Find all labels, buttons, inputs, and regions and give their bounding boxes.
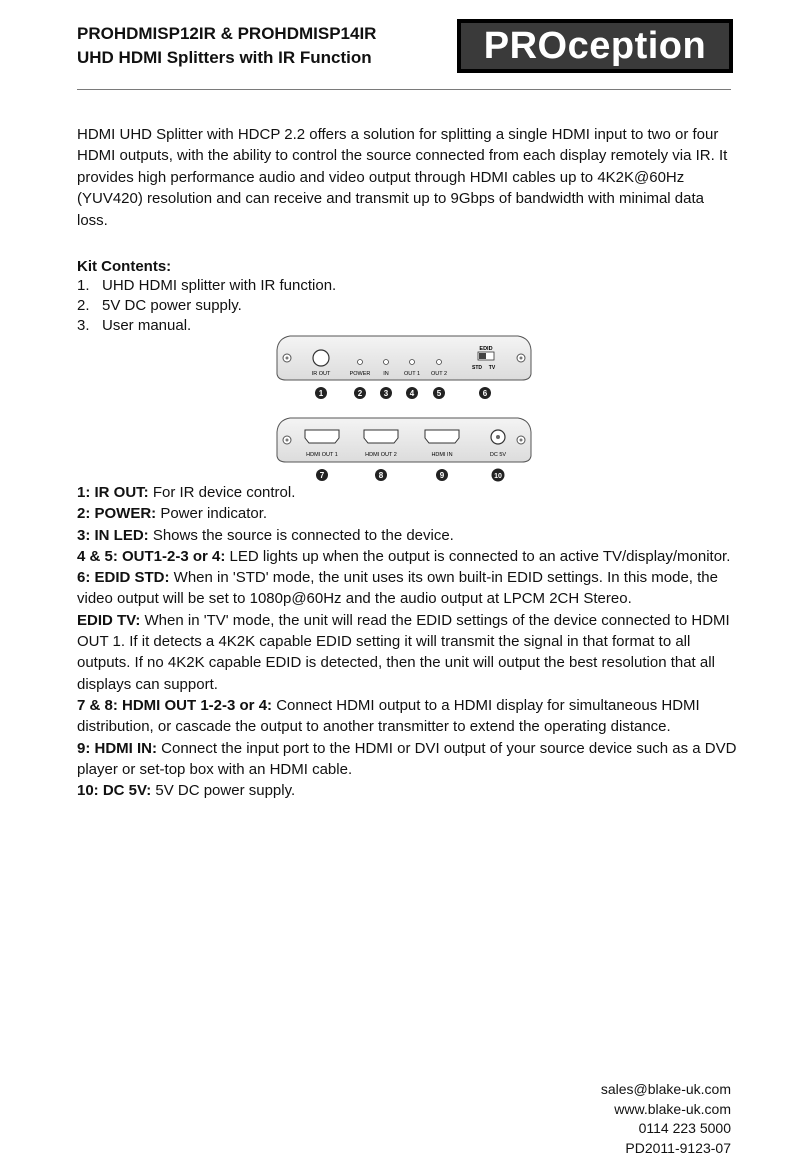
contact-footer	[601, 1080, 731, 1158]
intro-paragraph: HDMI UHD Splitter with HDCP 2.2 offers a solution for splitting a single HDMI input to two or four HDMI outputs, with the ability to control the source connected from each display remotely via IR. It provides high performance audio and video output through HDMI cables up to 4K2K@60Hz (YUV420) resolution and can receive and transmit up to 9Gbps of bandwidth with minimal data loss.	[77, 126, 728, 229]
hdmi-out-2-port	[364, 430, 398, 443]
description-item: 9: HDMI IN: Connect the input port to the HDMI or DVI output of your source device such as a DVD player or set-top box with an HDMI cable.	[77, 739, 737, 778]
footer-doc-code: PD2011-9123-07	[625, 1139, 731, 1156]
description-item: 1: IR OUT: For IR device control.	[77, 484, 296, 501]
callout-number: 3	[383, 389, 389, 398]
power-led	[358, 360, 363, 365]
document-title	[77, 22, 376, 70]
back-label: HDMI OUT 1	[306, 452, 338, 458]
footer-phone: 0114 223 5000	[638, 1120, 731, 1136]
description-item: 4 & 5: OUT1-2-3 or 4: LED lights up when the output is connected to an active TV/display/monitor.	[77, 547, 731, 565]
front-callouts	[315, 387, 491, 399]
proception-logo	[457, 19, 733, 73]
out2-led	[437, 360, 442, 365]
list-item: 3. User manual.	[77, 317, 192, 334]
description-item: 6: EDID STD: When in 'STD' mode, the unit uses its own built-in EDID settings. In this mode, the video output will be set to 1080p@60Hz and the audio output at LPCM 2CH Stereo.	[77, 569, 718, 608]
footer-email: sales@blake-uk.com	[600, 1081, 731, 1097]
in-led	[384, 360, 389, 365]
back-callouts	[316, 469, 505, 482]
front-label: IN	[383, 371, 389, 377]
description-item: 7 & 8: HDMI OUT 1-2-3 or 4: Connect HDMI output to a HDMI display for simultaneous HDMI distribution, or cascade the output to another transmitter to extend the operating distance.	[77, 696, 700, 736]
device-panel-diagram	[272, 334, 536, 484]
callout-number: 2	[357, 389, 363, 398]
title-line-1: PROHDMISP12IR & PROHDMISP14IR	[77, 24, 377, 43]
logo-pro-text: PRO	[483, 25, 568, 67]
edid-tv-label: TV	[488, 365, 496, 371]
callout-number: 10	[494, 473, 502, 480]
description-item: 3: IN LED: Shows the source is connected to the device.	[77, 526, 454, 544]
front-label: POWER	[349, 371, 371, 377]
kit-contents-list	[77, 276, 336, 336]
callout-number: 8	[378, 471, 384, 480]
back-label: HDMI OUT 2	[365, 452, 397, 458]
callout-number: 6	[482, 389, 488, 398]
callout-number: 7	[319, 471, 325, 480]
list-item: 2. 5V DC power supply.	[77, 297, 242, 314]
back-label: HDMI IN	[431, 452, 453, 458]
back-panel	[277, 418, 531, 462]
callout-number: 4	[409, 389, 415, 398]
callout-number: 5	[436, 389, 442, 398]
description-item: 2: POWER: Power indicator.	[77, 505, 268, 523]
edid-label: EDID	[479, 346, 493, 352]
callout-number: 1	[318, 389, 324, 398]
front-panel	[277, 336, 531, 380]
feature-descriptions	[77, 482, 742, 801]
edid-std-label: STD	[472, 365, 482, 371]
list-item: 1. UHD HDMI splitter with IR function.	[77, 277, 337, 294]
callout-number: 9	[439, 471, 445, 480]
footer-website: www.blake-uk.com	[614, 1100, 731, 1117]
title-line-2: UHD HDMI Splitters with IR Function	[77, 48, 372, 67]
kit-contents-heading: Kit Contents:	[77, 258, 172, 275]
description-item: EDID TV: When in 'TV' mode, the unit will read the EDID settings of the device connected to HDMI OUT 1. If it detects a 4K2K capable EDID setting it will transmit the signal in that format to all outputs. If no 4K2K capable EDID is detected, then the unit will output the best resolution that all displays can support.	[77, 611, 730, 693]
out1-led	[410, 360, 415, 365]
logo-rest-text: ception	[567, 25, 707, 67]
hdmi-in-port	[425, 430, 459, 443]
ir-out-port	[313, 350, 329, 366]
header-divider	[77, 89, 731, 90]
front-label: IR OUT	[311, 371, 331, 377]
front-label: OUT 2	[430, 371, 448, 377]
hdmi-out-1-port	[305, 430, 339, 443]
front-label: OUT 1	[403, 371, 421, 377]
back-label: DC 5V	[489, 452, 507, 458]
description-item: 10: DC 5V: 5V DC power supply.	[77, 782, 296, 800]
